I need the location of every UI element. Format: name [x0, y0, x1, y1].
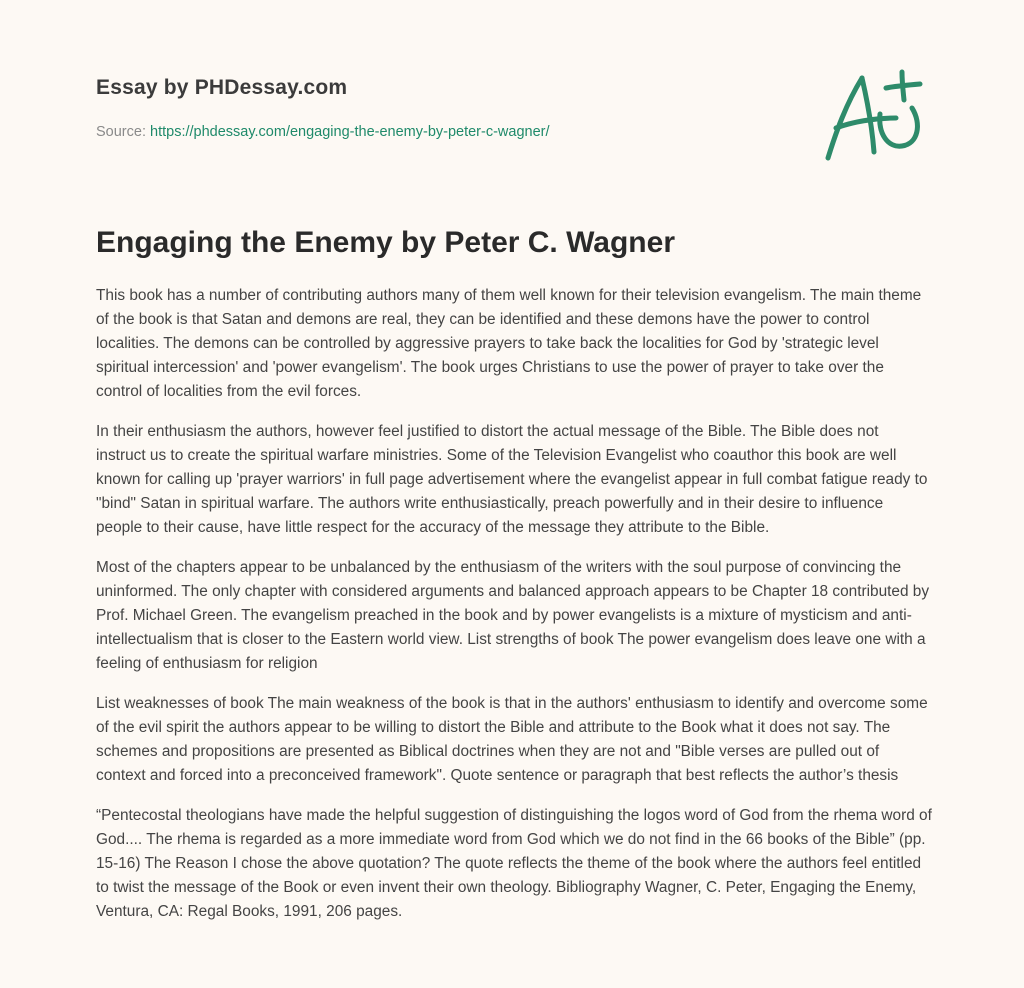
source-label: Source: — [96, 124, 146, 140]
paragraph: This book has a number of contributing authors many of them well known for their television evangelism. The main theme of the book is that Satan and demons are real, they can be identified and these demons have the power to control localities. The demons can be controlled by aggressive prayers to take back the localities for God by 'strategic level spiritual intercession' and 'power evangelism'. The book urges Christians to use the power of prayer to take over the control of localities from the evil forces. — [96, 287, 922, 400]
paragraph: “Pentecostal theologians have made the helpful suggestion of distinguishing the logos word of God from the rhema word of God.... The rhema is regarded as a more immediate word from God which we do not find in the 66 books of the Bible” (pp. 15-16) The Reason I chose the above quotation? The quote reflects the theme of the book where the authors feel entitled to twist the message of the Book or even invent their own theology. Bibliography Wagner, C. Peter, Engaging the Enemy, Ventura, CA: Regal Books, 1991, 206 pages. — [96, 807, 932, 920]
source-line — [96, 124, 550, 140]
paragraph: Most of the chapters appear to be unbalanced by the enthusiasm of the writers with the soul purpose of convincing the uninformed. The only chapter with considered arguments and balanced approach appears to be Chapter 18 contributed by Prof. Michael Green. The evangelism preached in the book and by power evangelists is a mixture of mysticism and anti-intellectualism that is closer to the Eastern world view. List strengths of book The power evangelism does leave one with a feeling of enthusiasm for religion — [96, 559, 930, 672]
a-plus-logo-icon — [822, 68, 928, 164]
paragraph: In their enthusiasm the authors, however feel justified to distort the actual message of the Bible. The Bible does not instruct us to create the spiritual warfare ministries. Some of the Television Evangelist who coauthor this book are well known for calling up 'prayer warriors' in full page advertisement where the evangelist appear in full combat fatigue ready to "bind" Satan in spiritual warfare. The authors write enthusiastically, preach powerfully and in their desire to influence people to their cause, have little respect for the accuracy of the message they attribute to the Bible. — [96, 423, 928, 536]
article-body — [96, 284, 932, 940]
site-brand: Essay by PHDessay.com — [96, 76, 348, 99]
source-link[interactable]: https://phdessay.com/engaging-the-enemy-by-peter-c-wagner/ — [150, 124, 550, 140]
page-title: Engaging the Enemy by Peter C. Wagner — [96, 226, 675, 259]
page-header — [96, 0, 928, 190]
paragraph: List weaknesses of book The main weakness of the book is that in the authors' enthusiasm to identify and overcome some of the evil spirit the authors appear to be willing to distort the Bible and attribute to the Book what it does not say. The schemes and propositions are presented as Biblical doctrines when they are not and "Bible verses are pulled out of context and forced into a preconceived framework". Quote sentence or paragraph that best reflects the author’s thesis — [96, 695, 928, 784]
